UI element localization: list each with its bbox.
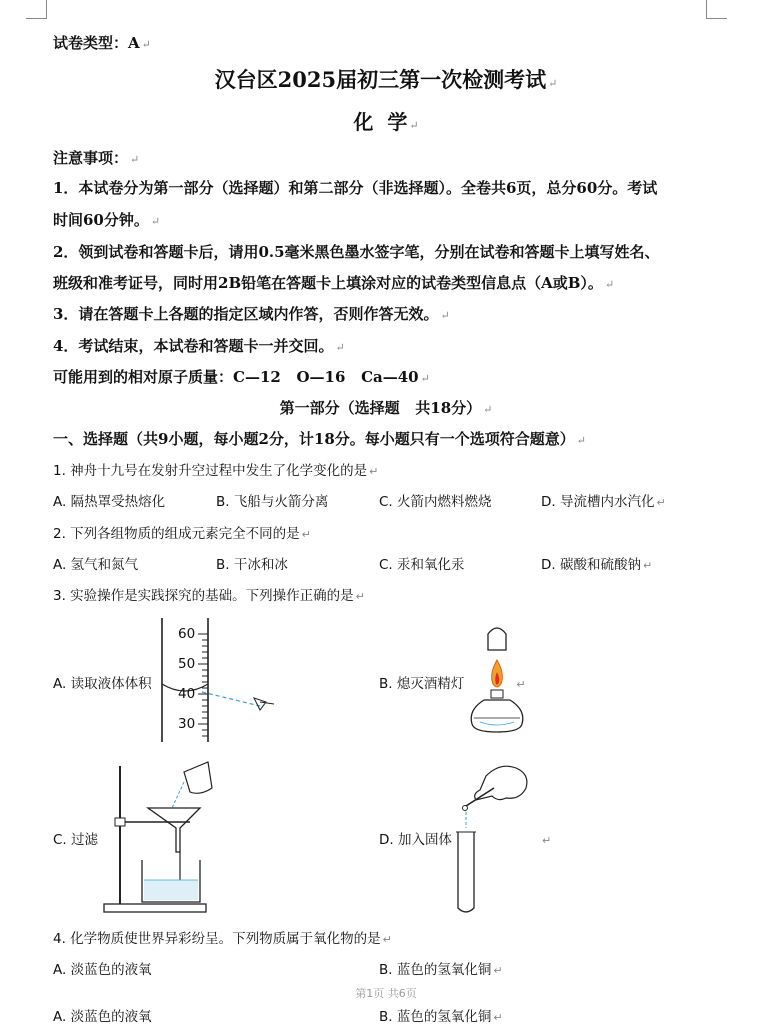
- q1-option-b: B. 飞船与火箭分离: [216, 494, 329, 510]
- filtration-illustration: [100, 752, 240, 916]
- crop-mark-top-left: [26, 0, 47, 19]
- cylinder-tick-50: 50: [178, 656, 196, 672]
- q2-option-b: B. 干冰和冰: [216, 557, 288, 573]
- q1-option-a: A. 隔热罩受热熔化: [53, 494, 166, 510]
- note-4: 4．考试结束，本试卷和答题卡一并交回。 ↵: [53, 337, 345, 355]
- q2-option-a: A. 氢气和氮气: [53, 557, 139, 573]
- page-number: 第1页 共6页: [355, 987, 417, 1000]
- paper-type: 试卷类型：A ↵: [53, 34, 151, 52]
- q2-option-c: C. 汞和氧化汞: [379, 557, 465, 573]
- note-2a: 2．领到试卷和答题卡后，请用0.5毫米黑色墨水签字笔，分别在试卷和答题卡上填写姓名、: [53, 243, 660, 261]
- adding-solid-illustration: [450, 758, 540, 918]
- q4-option-a: A. 淡蓝色的液氧: [53, 962, 152, 978]
- note-1b: 时间60分钟。 ↵: [53, 211, 161, 229]
- atomic-masses: 可能用到的相对原子质量：C—12 O—16 Ca—40 ↵: [53, 368, 430, 386]
- note-3: 3．请在答题卡上各题的指定区域内作答，否则作答无效。 ↵: [53, 305, 450, 323]
- question-4-stem: 4. 化学物质使世界异彩纷呈。下列物质属于氧化物的是 ↵: [53, 931, 392, 947]
- alcohol-lamp-illustration: [462, 620, 532, 740]
- subject-title: 化 学 ↵: [353, 110, 419, 134]
- graduated-cylinder-illustration: [150, 614, 280, 744]
- crop-mark-top-right: [706, 0, 727, 19]
- question-3-stem: 3. 实验操作是实践探究的基础。下列操作正确的是 ↵: [53, 588, 365, 604]
- q3-option-b: B. 熄灭酒精灯 ↵: [379, 676, 526, 692]
- cylinder-tick-60: 60: [178, 626, 196, 642]
- notes-heading: 注意事项： ↵: [53, 149, 140, 167]
- section-heading: 一、选择题（共9小题，每小题2分，计18分。每小题只有一个选项符合题意） ↵: [53, 430, 586, 448]
- q1-option-c: C. 火箭内燃料燃烧: [379, 494, 492, 510]
- q2-option-d: D. 碳酸和硫酸钠 ↵: [541, 557, 653, 573]
- exam-title: 汉台区2025届初三第一次检测考试 ↵: [214, 67, 558, 92]
- q3-option-c: C. 过滤: [53, 832, 99, 848]
- q4-option-b: B. 蓝色的氢氧化铜 ↵: [379, 962, 503, 978]
- q3-option-a: A. 读取液体体积: [53, 676, 152, 692]
- part1-title: 第一部分（选择题 共18分） ↵: [279, 399, 493, 417]
- repeat-option-a: A. 淡蓝色的液氧: [53, 1005, 152, 1025]
- note-1a: 1．本试卷分为第一部分（选择题）和第二部分（非选择题）。全卷共6页，总分60分。考试: [53, 179, 658, 197]
- q3-option-d: D. 加入固体 ↵: [379, 832, 552, 848]
- cylinder-tick-40: 40: [178, 686, 196, 702]
- question-2-stem: 2. 下列各组物质的组成元素完全不同的是 ↵: [53, 526, 311, 542]
- question-1-stem: 1. 神舟十九号在发射升空过程中发生了化学变化的是 ↵: [53, 463, 379, 479]
- q1-option-d: D. 导流槽内水汽化 ↵: [541, 494, 666, 510]
- cylinder-tick-30: 30: [178, 716, 196, 732]
- repeat-option-b: B. 蓝色的氢氧化铜 ↵: [379, 1005, 503, 1025]
- note-2b: 班级和准考证号，同时用2B铅笔在答题卡上填涂对应的试卷类型信息点（A或B）。 ↵: [53, 274, 615, 292]
